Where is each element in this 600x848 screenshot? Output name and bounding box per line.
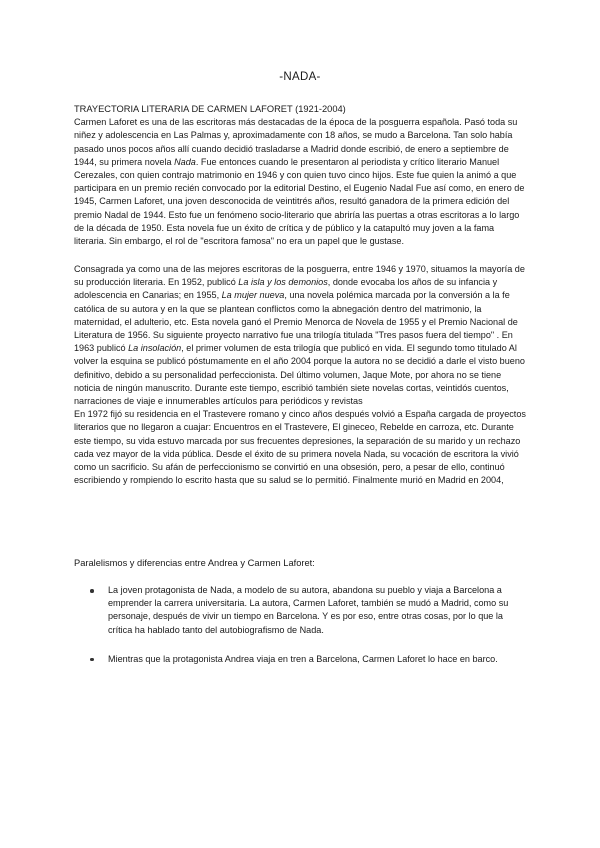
paragraph-production	[74, 263, 526, 408]
list-item-text: La joven protagonista de Nada, a modelo de su autora, abandona su pueblo y viaja a Barcelona a emprender la carrera universitaria. La autora, Carmen Laforet, también se mudó a Madrid, como su personaje, después de vivir un tiempo en Barcelona. Y es por eso, entre otras cosas, por lo que la crítica ha hablado tanto del autobiografismo de Nada.	[108, 585, 509, 635]
book-title-la-mujer-nueva: La mujer nueva	[221, 290, 285, 301]
text-run: Carmen Laforet es una de las escritoras más destacadas de la época de la posguerra española. Pasó toda su niñez y adolescencia en Las Palmas y, aproximadamente con 18 años, se mudo a Barcelona. Tan solo había pasado unos pocos años allí cuando decidió trasladarse a Madrid donde escribió, de enero a septiembre de 1944, su primera novela	[74, 117, 518, 167]
paragraph-late-life: En 1972 fijó su residencia en el Trastevere romano y cinco años después volvió a España cargada de proyectos literarios que no llegaron a cuajar: Encuentros en el Trastevere, El gineceo, Rebelde en carroza, etc. Durante este tiempo, su vida estuvo marcada por sus frecuentes depresiones, la separación de su marido y un rechazo cada vez mayor de la vida pública. Desde el éxito de su primera novela Nada, su vocación de escritora la vivió como un sacrificio. Su afán de perfeccionismo se convirtió en una obsesión, pero, a pesar de ello, continuó escribiendo y rompiendo lo escrito hasta que su salud se lo permitió. Finalmente murió en Madrid en 2004,	[74, 409, 526, 486]
bullet-icon	[90, 658, 94, 662]
list-item	[74, 584, 526, 637]
document-title: -NADA-	[279, 71, 321, 83]
section-trayectoria	[74, 103, 526, 248]
list-item	[74, 653, 526, 666]
text-run: , donde evocaba los años de su infancia y adolescencia en Canarias; en 1955,	[74, 277, 498, 301]
text-run: Consagrada ya como una de las mejores escritoras de la posguerra, entre 1946 y 1970, situamos la mayoría de su producción literaria. En 1952, publicó	[74, 264, 525, 288]
book-title-nada: Nada	[174, 156, 196, 167]
section-heading: TRAYECTORIA LITERARIA DE CARMEN LAFORET (1921-2004)	[74, 104, 346, 114]
text-run: , una novela polémica marcada por la conversión a la fe católica de su autora y en la que se plantean conflictos como la abnegación dentro del matrimonio, la maternidad, el adulterio, etc. Esta novela ganó el Premio Menorca de Novela de 1955 y el Premio Nacional de Literatura de 1956. Su siguiente proyecto narrativo fue una trilogía titulada "Tres pasos fuera del tiempo" . En 1963 publicó	[74, 290, 518, 354]
text-run: , el primer volumen de esta trilogía que publicó en vida. El segundo tomo titulado Al volver la esquina se publicó póstumamente en el año 2004 porque la autora no se decidió a darle el visto bueno definitivo, debido a su personalidad perfeccionista. Del último volumen, Jaque Mote, por ahora no se tiene noticia de ningún manuscrito. Durante este tiempo, escribió también siete novelas cortas, veintidós cuentos, narraciones de viaje e innumerables artículos para periódicos y revistas	[74, 343, 525, 407]
list-item-text: Mientras que la protagonista Andrea viaja en tren a Barcelona, Carmen Laforet lo hace en barco.	[108, 653, 498, 664]
bullet-icon	[90, 589, 94, 593]
book-title-la-isla: La isla y los demonios	[238, 277, 328, 288]
bullet-list	[74, 584, 526, 682]
book-title-la-insolacion: La insolación	[128, 343, 182, 354]
section-heading-paralelismos: Paralelismos y diferencias entre Andrea y Carmen Laforet:	[74, 558, 315, 568]
text-run: . Fue entonces cuando le presentaron al periodista y crítico literario Manuel Cerezales, con quien contrajo matrimonio en 1946 y con quien tuvo cinco hijos. Este fue quien la animó a que participara en un premio recién convocado por la editorial Destino, el Eugenio Nadal Fue así como, en enero de 1945, Carmen Laforet, una joven desconocida de veintitrés años, resultó ganadora de la primera edición del premio Nadal de 1944. Esto fue un fenómeno socio-literario que abriría las puertas a otras escritoras a lo largo de la década de 1950. Esta novela fue un éxito de crítica y de público y la catapultó muy joven a la fama literaria. Sin embargo, el rol de "escritora famosa" no era un papel que le gustase.	[74, 156, 525, 247]
paragraph-biography	[74, 116, 526, 248]
section-produccion	[74, 263, 526, 487]
